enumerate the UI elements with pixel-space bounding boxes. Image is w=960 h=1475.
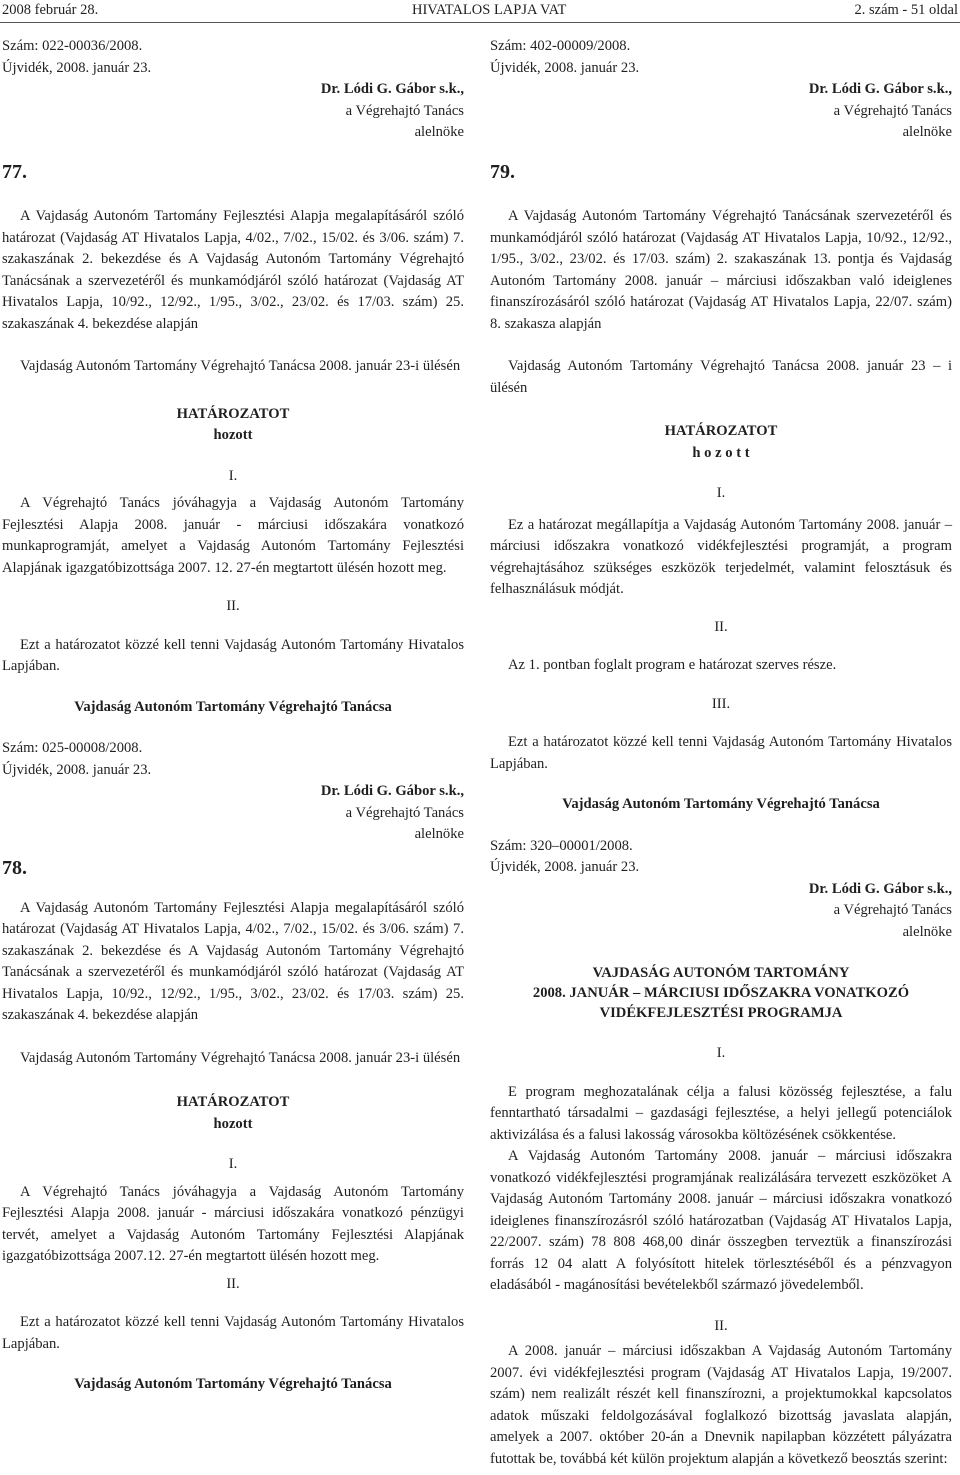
signature-role: a Végrehajtó Tanács bbox=[833, 102, 952, 119]
signature-block bbox=[490, 836, 952, 944]
signature-place-date: Újvidék, 2008. január 23. bbox=[2, 59, 152, 76]
decision-heading: HATÁROZATOT bbox=[664, 423, 778, 439]
section-text: A Végrehajtó Tanács jóváhagyja a Vajdaság Autonóm Tartomány Fejlesztési Alapja 2008. január - márciusi időszakára vonatkozó munkaprogramját, amelyet a Vajdaság Autonóm Tartomány Fejlesztési Alapjának igazgatóbizottsága 2007. 12. 27-én megtartott ülésén hozott meg. bbox=[2, 495, 464, 576]
program-title-line: VAJDASÁG AUTONÓM TARTOMÁNY bbox=[592, 965, 850, 981]
section-number: II. bbox=[226, 1275, 240, 1292]
signature-number: Szám: 320–00001/2008. bbox=[490, 837, 633, 854]
signature-name: Dr. Lódi G. Gábor s.k., bbox=[320, 81, 464, 97]
header-journal: HIVATALOS LAPJA VAT bbox=[412, 2, 567, 18]
decision-preamble: A Vajdaság Autonóm Tartomány Végrehajtó Tanácsának szervezetéről és munkamódjáról szóló határozat (Vajdaság AT Hivatalos Lapja, 10/92., 12/92., 1/95., 3/02., 23/02. és 17/03. szám) 2. szakaszának 13. pontja és Vajdaság Autonóm Tartomány 2008. január – márciusi időszakban való ideiglenes finanszírozásáról szóló határozat (Vajdaság AT Hivatalos Lapja, 22/07. szám) 8. szakasza alapján bbox=[490, 208, 952, 332]
decision-heading: HATÁROZATOT bbox=[176, 405, 290, 422]
right-column bbox=[490, 36, 952, 1470]
program-title bbox=[490, 963, 952, 1023]
left-column bbox=[2, 36, 464, 1396]
signature-role: a Végrehajtó Tanács bbox=[833, 902, 952, 918]
decision-session: Vajdaság Autonóm Tartomány Végrehajtó Tanácsa 2008. január 23-i ülésén bbox=[20, 358, 461, 374]
signature-place-date: Újvidék, 2008. január 23. bbox=[490, 59, 640, 76]
signature-title: alelnöke bbox=[414, 826, 464, 842]
section-number: I. bbox=[716, 485, 726, 501]
section-number: II. bbox=[714, 1317, 728, 1334]
program-paragraph: A 2008. január – márciusi időszakban A Vajdaság Autonóm Tartomány 2007. évi vidékfejlesztési program (Vajdaság AT Hivatalos Lapja, 19/2007. szám) nem realizált részét kell finanszírozni, a projektumokkal kapcsolatos adatok műszaki feldolgozásával foglalkozó bizottság javaslata alapján, amelyek a 2007. október 20-án a Dnevnik napilapban közzétett pályázatra futottak be, továbbá két külön projektum alapján a következő beosztás szerint: bbox=[490, 1343, 952, 1467]
signature-block bbox=[2, 36, 464, 150]
signature-role: a Végrehajtó Tanács bbox=[345, 102, 464, 119]
decision-number-78: 78. bbox=[2, 856, 27, 879]
signature-block bbox=[490, 36, 952, 150]
program-title-line: VIDÉKFEJLESZTÉSI PROGRAMJA bbox=[599, 1005, 843, 1021]
section-number: II. bbox=[226, 598, 240, 614]
section-text: Ez a határozat megállapítja a Vajdaság Autonóm Tartomány 2008. január – márciusi időszakra vonatkozó vidékfejlesztési programját, a program végrehajtásához szükséges eszközök terjedelmét, valamint felosztásuk és felhasználásuk módját. bbox=[490, 516, 952, 597]
section-number: III. bbox=[711, 695, 731, 712]
decision-subheading: hozott bbox=[213, 1115, 253, 1132]
program-title-line: 2008. JANUÁR – MÁRCIUSI IDŐSZAKRA VONATKOZÓ bbox=[532, 985, 910, 1001]
issuing-body: Vajdaság Autonóm Tartomány Végrehajtó Tanácsa bbox=[74, 1376, 392, 1392]
signature-title: alelnöke bbox=[902, 124, 952, 140]
header-date: 2008 február 28. bbox=[2, 2, 99, 18]
decision-preamble: A Vajdaság Autonóm Tartomány Fejlesztési Alapja megalapításáról szóló határozat (Vajdaság AT Hivatalos Lapja, 4/02., 7/02., 15/02. és 3/06. szám) 7. szakaszának 2. bekezdése és A Vajdaság Autonóm Tartomány Végrehajtó Tanácsának a szervezetéről és munkamódjáról szóló határozat (Vajdaság AT Hivatalos Lapja, 10/92., 12/92., 1/95., 3/02., 23/02. és 17/03. szám) 25. szakaszának 4. bekezdése alapján bbox=[2, 208, 464, 332]
header-rule bbox=[0, 22, 960, 23]
issuing-body: Vajdaság Autonóm Tartomány Végrehajtó Tanácsa bbox=[562, 796, 880, 812]
decision-preamble: A Vajdaság Autonóm Tartomány Fejlesztési Alapja megalapításáról szóló határozat (Vajdaság AT Hivatalos Lapja, 4/02., 7/02., 15/02. és 3/06. szám) 7. szakaszának 2. bekezdése és A Vajdaság Autonóm Tartomány Végrehajtó Tanácsának a szervezetéről és munkamódjáról szóló határozat (Vajdaság AT Hivatalos Lapja, 10/92., 12/92., 1/95., 3/02., 23/02. és 17/03. szám) 25. szakaszának 4. bekezdése alapján bbox=[2, 899, 464, 1023]
signature-role: a Végrehajtó Tanács bbox=[345, 804, 464, 821]
signature-number: Szám: 025-00008/2008. bbox=[2, 740, 143, 756]
section-number: II. bbox=[714, 618, 728, 635]
section-number: I. bbox=[228, 467, 238, 484]
signature-number: Szám: 022-00036/2008. bbox=[2, 38, 143, 54]
signature-place-date: Újvidék, 2008. január 23. bbox=[2, 761, 152, 778]
decision-heading: HATÁROZATOT bbox=[176, 1094, 290, 1110]
running-header bbox=[0, 0, 960, 22]
decision-subheading: hozott bbox=[213, 427, 253, 443]
signature-number: Szám: 402-00009/2008. bbox=[490, 38, 631, 54]
section-text: Ezt a határozatot közzé kell tenni Vajdaság Autonóm Tartomány Hivatalos Lapjában. bbox=[490, 734, 952, 772]
signature-name: Dr. Lódi G. Gábor s.k., bbox=[808, 880, 952, 897]
signature-name: Dr. Lódi G. Gábor s.k., bbox=[808, 81, 952, 97]
issuing-body: Vajdaság Autonóm Tartomány Végrehajtó Tanácsa bbox=[74, 698, 392, 715]
section-number: I. bbox=[716, 1045, 726, 1061]
section-number: I. bbox=[228, 1156, 238, 1172]
program-paragraph: A Vajdaság Autonóm Tartomány 2008. január – márciusi időszakra vonatkozó vidékfejlesztési programjának realizálására tervezett eszközöket A Vajdaság Autonóm Tartomány 2008. január – márciusi időszakra vonatkozó ideiglenes finanszírozásról szóló határozatban (Vajdaság AT Hivatalos Lapja, 22/2007. szám) 78 808 468,00 dinár összegben terveztük a finanszírozási forrás 12 04 alatt A folyósított hitelek törlesztéséből és a pénzvagyon eladásából - magánosítási bevételekből származó jövedelemből. bbox=[490, 1148, 952, 1293]
decision-subheading: h o z o t t bbox=[692, 444, 750, 461]
decision-number-77: 77. bbox=[2, 161, 27, 183]
signature-place-date: Újvidék, 2008. január 23. bbox=[490, 859, 640, 875]
section-text: Ezt a határozatot közzé kell tenni Vajdaság Autonóm Tartomány Hivatalos Lapjában. bbox=[2, 636, 464, 674]
decision-session: Vajdaság Autonóm Tartomány Végrehajtó Tanácsa 2008. január 23-i ülésén bbox=[20, 1049, 461, 1066]
signature-title: alelnöke bbox=[414, 124, 464, 140]
section-text: A Végrehajtó Tanács jóváhagyja a Vajdaság Autonóm Tartomány Fejlesztési Alapja 2008. január - márciusi időszakára vonatkozó pénzügyi tervét, amelyet a Vajdaság Autonóm Tartomány Fejlesztési Alapjának igazgatóbizottsága 2007.12. 27-én megtartott ülésén hozott meg. bbox=[2, 1183, 464, 1264]
section-text: Ezt a határozatot közzé kell tenni Vajdaság Autonóm Tartomány Hivatalos Lapjában. bbox=[2, 1314, 464, 1352]
program-paragraph: E program meghozatalának célja a falusi közösség fejlesztése, a falu fenntartható társadalmi – gazdasági fejlesztése, a helyi jellegű potenciálok aktivizálása és a falusi lakosság városokba költözésének csökkentése. bbox=[490, 1083, 952, 1143]
signature-name: Dr. Lódi G. Gábor s.k., bbox=[320, 783, 464, 799]
decision-session: Vajdaság Autonóm Tartomány Végrehajtó Tanácsa 2008. január 23 – i ülésén bbox=[490, 358, 952, 396]
signature-block bbox=[2, 738, 464, 846]
signature-title: alelnöke bbox=[902, 923, 952, 940]
section-text: Az 1. pontban foglalt program e határozat szerves része. bbox=[508, 657, 837, 673]
decision-number-79: 79. bbox=[490, 161, 515, 183]
header-page: 2. szám - 51 oldal bbox=[854, 2, 958, 18]
